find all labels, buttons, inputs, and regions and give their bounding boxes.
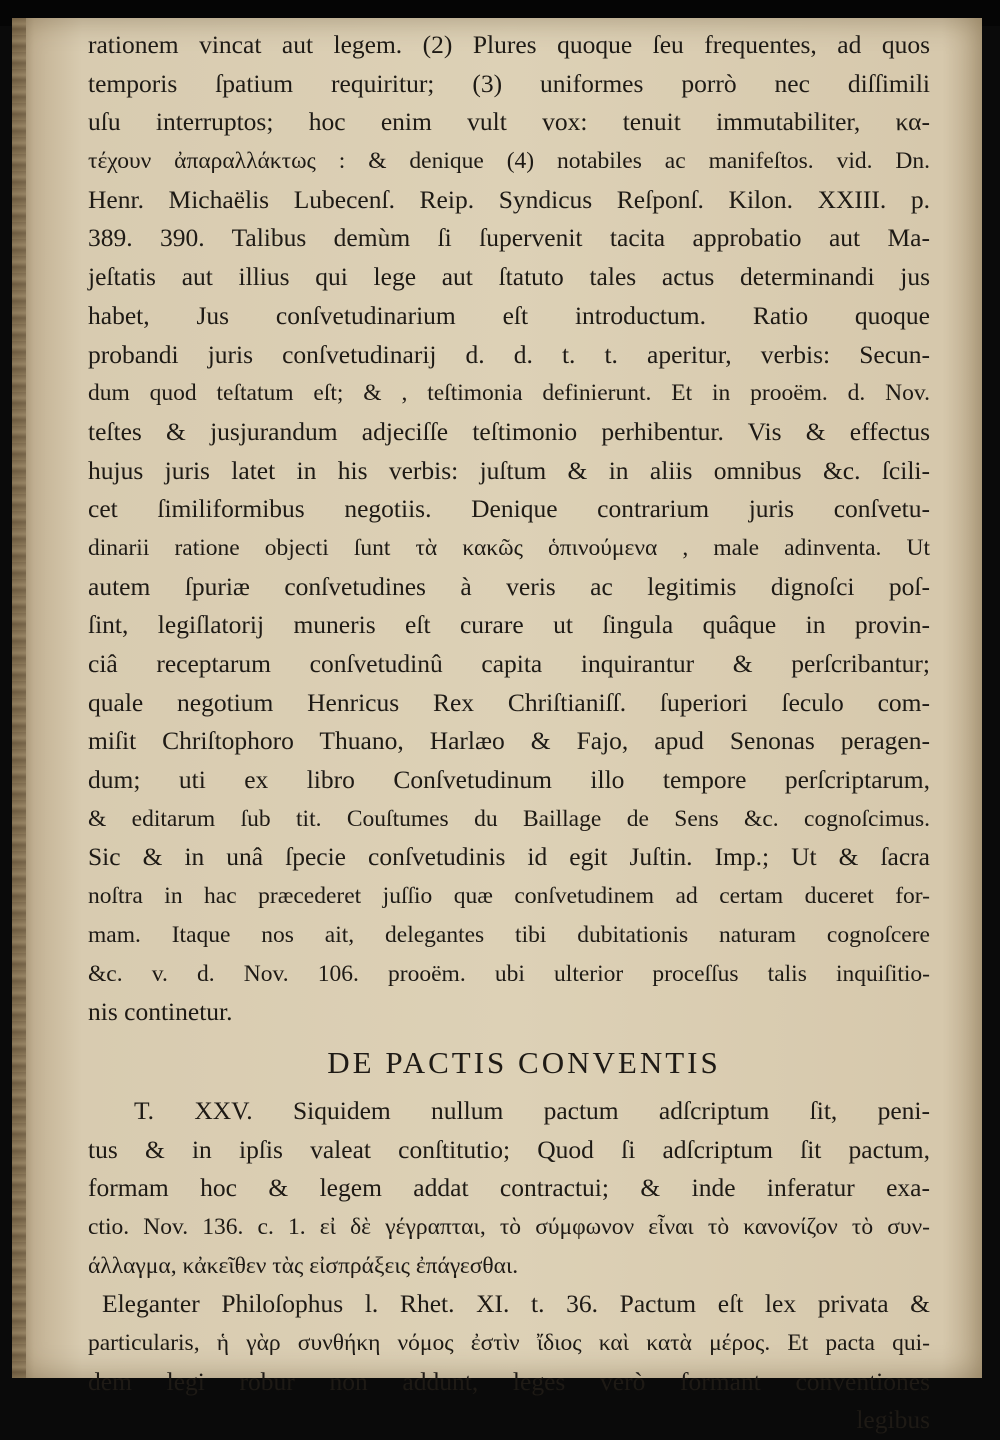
- text-line: mam. Itaque nos ait, delegantes tibi dubitationis naturam cognoſcere: [88, 921, 930, 948]
- text-line: probandi juris conſvetudinarij d. d. t. t. aperitur, verbis: Secun-: [88, 339, 930, 369]
- catchword: legibus: [856, 1405, 930, 1435]
- text-line: 389. 390. Talibus demùm ſi ſupervenit tacita approbatio aut Ma-: [88, 223, 930, 253]
- text-line: &c. v. d. Nov. 106. prooëm. ubi ulterior proceſſus talis inquiſitio-: [88, 960, 930, 987]
- text-line: miſit Chriſtophoro Thuano, Harlæo & Fajo, apud Senonas peragen-: [88, 726, 930, 756]
- text-line: tus & in ipſis valeat conſtitutio; Quod ſi adſcriptum ſit pactum,: [88, 1134, 930, 1164]
- text-line: nis continetur.: [88, 997, 233, 1027]
- text-line: teſtes & jusjurandum adjeciſſe teſtimonio perhibentur. Vis & effectus: [88, 416, 930, 446]
- text-line: & editarum ſub tit. Couſtumes du Baillage de Sens &c. cognoſcimus.: [88, 805, 930, 832]
- text-line: temporis ſpatium requiritur; (3) uniformes porrò nec diſſimili: [88, 68, 930, 98]
- text-line: dem legi robur non addunt, leges verò formant conventiones: [88, 1366, 930, 1396]
- text-line: Sic & in unâ ſpecie conſvetudinis id egit Juſtin. Imp.; Ut & ſacra: [88, 842, 930, 872]
- section-heading: DE PACTIS CONVENTIS: [327, 1044, 721, 1080]
- text-line: rationem vincat aut legem. (2) Plures quoque ſeu frequentes, ad quos: [88, 30, 930, 59]
- text-line: hujus juris latet in his verbis: juſtum & in aliis omnibus &c. ſcili-: [88, 455, 930, 485]
- text-line: cet ſimiliformibus negotiis. Denique contrarium juris conſvetu-: [88, 494, 930, 524]
- text-line: autem ſpuriæ conſvetudines à veris ac legitimis dignoſci poſ-: [88, 571, 930, 601]
- text-line: dum; uti ex libro Conſvetudinum illo tempore perſcriptarum,: [88, 765, 930, 795]
- text-line: T. XXV. Siquidem nullum pactum adſcriptum ſit, peni-: [134, 1095, 930, 1125]
- text-line: τέχουν ἀπαραλλάκτως : & denique (4) notabiles ac manifeſtos. vid. Dn.: [88, 148, 930, 175]
- text-line: dinarii ratione objecti ſunt τὰ κακῶς ὁπινούμενα , male adinventa. Ut: [88, 534, 930, 561]
- text-line: noſtra in hac præcederet juſſio quæ conſvetudinem ad certam duceret for-: [88, 883, 930, 910]
- page-text-block: [88, 26, 930, 1440]
- text-line: Henr. Michaëlis Lubecenſ. Reip. Syndicus Reſponſ. Kilon. XXIII. p.: [88, 184, 930, 214]
- text-line: Eleganter Philoſophus l. Rhet. XI. t. 36. Pactum eſt lex privata &: [102, 1289, 930, 1319]
- text-line: jeſtatis aut illius qui lege aut ſtatuto tales actus determinandi jus: [88, 262, 930, 292]
- text-line: ciâ receptarum conſvetudinû capita inquirantur & perſcribantur;: [88, 649, 930, 678]
- text-line: ctio. Nov. 136. c. 1. εἰ δὲ γέγραπται, τὸ σύμφωνον εἶναι τὸ κανονίζον τὸ συν-: [88, 1213, 930, 1240]
- text-line: habet, Jus conſvetudinarium eſt introductum. Ratio quoque: [88, 300, 930, 330]
- text-line: άλλαγμα, κἀκεῖθεν τὰς εἰσπράξεις ἐπάγεσθαι.: [88, 1252, 519, 1279]
- text-line: formam hoc & legem addat contractui; & inde inferatur exa-: [88, 1173, 930, 1203]
- text-line: ſint, legiſlatorij muneris eſt curare ut ſingula quâque in provin-: [88, 610, 930, 640]
- text-line: quale negotium Henricus Rex Chriſtianiſſ. ſuperiori ſeculo com-: [88, 687, 930, 717]
- text-line: uſu interruptos; hoc enim vult vox: tenuit immutabiliter, κα-: [88, 107, 930, 137]
- text-line: dum quod teſtatum eſt; & , teſtimonia definierunt. Et in prooëm. d. Nov.: [88, 380, 930, 407]
- text-line: particularis, ἡ γὰρ συνθήκη νόμος ἐστὶν ἴδιος καὶ κατὰ μέρος. Et pacta qui-: [88, 1330, 930, 1356]
- binding-gutter: [12, 18, 26, 1378]
